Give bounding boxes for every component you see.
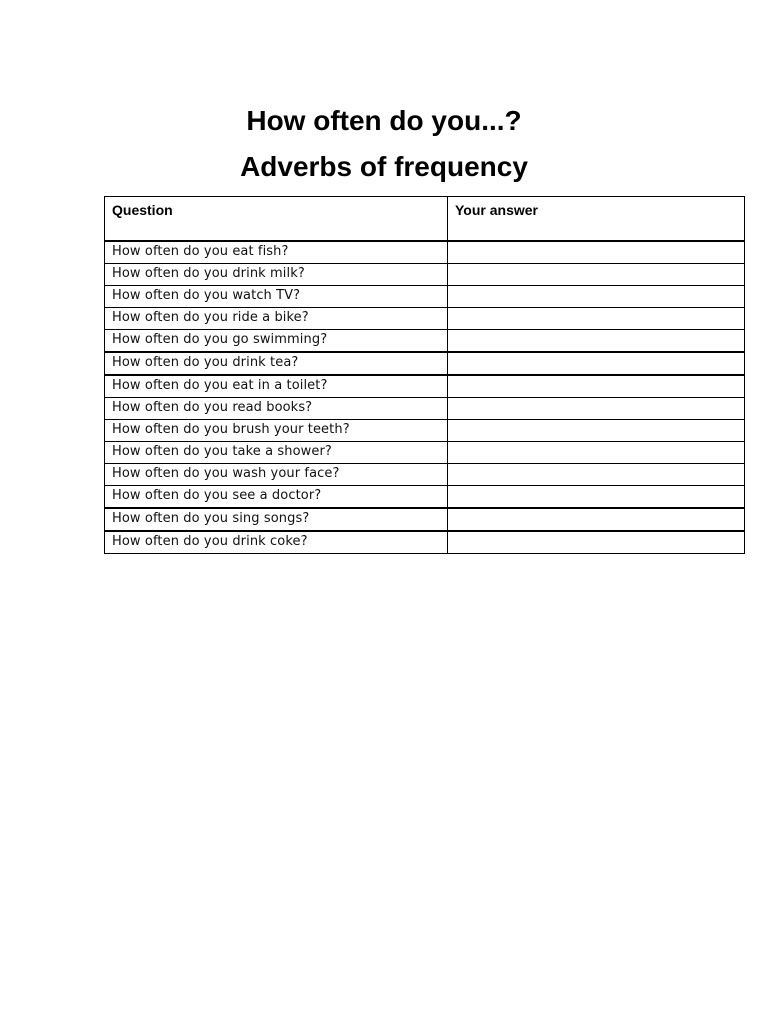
question-cell: How often do you sing songs? bbox=[105, 508, 448, 531]
table-row bbox=[105, 486, 745, 509]
answer-cell[interactable] bbox=[448, 286, 745, 308]
page-subtitle: Adverbs of frequency bbox=[240, 151, 528, 182]
table-row bbox=[105, 352, 745, 375]
question-cell: How often do you ride a bike? bbox=[105, 308, 448, 330]
question-cell: How often do you drink tea? bbox=[105, 352, 448, 375]
question-cell: How often do you eat in a toilet? bbox=[105, 375, 448, 398]
table-row bbox=[105, 286, 745, 308]
answer-cell[interactable] bbox=[448, 330, 745, 353]
answer-cell[interactable] bbox=[448, 375, 745, 398]
table-row bbox=[105, 508, 745, 531]
answer-cell[interactable] bbox=[448, 508, 745, 531]
answer-cell[interactable] bbox=[448, 531, 745, 554]
table-row bbox=[105, 398, 745, 420]
table-row bbox=[105, 308, 745, 330]
table-header bbox=[105, 197, 745, 242]
question-cell: How often do you read books? bbox=[105, 398, 448, 420]
answer-cell[interactable] bbox=[448, 398, 745, 420]
table-row bbox=[105, 241, 745, 264]
table-body bbox=[105, 241, 745, 554]
question-cell: How often do you brush your teeth? bbox=[105, 420, 448, 442]
column-header-answer: Your answer bbox=[448, 197, 745, 242]
question-cell: How often do you go swimming? bbox=[105, 330, 448, 353]
worksheet-table bbox=[104, 196, 745, 554]
answer-cell[interactable] bbox=[448, 420, 745, 442]
page-title: How often do you...? bbox=[246, 105, 522, 136]
question-cell: How often do you drink coke? bbox=[105, 531, 448, 554]
answer-cell[interactable] bbox=[448, 464, 745, 486]
header-row bbox=[105, 197, 745, 242]
answer-cell[interactable] bbox=[448, 486, 745, 509]
answer-cell[interactable] bbox=[448, 352, 745, 375]
table-row bbox=[105, 264, 745, 286]
answer-cell[interactable] bbox=[448, 442, 745, 464]
table-row bbox=[105, 442, 745, 464]
table-row bbox=[105, 420, 745, 442]
table-row bbox=[105, 375, 745, 398]
answer-cell[interactable] bbox=[448, 308, 745, 330]
question-cell: How often do you drink milk? bbox=[105, 264, 448, 286]
question-cell: How often do you wash your face? bbox=[105, 464, 448, 486]
table-row bbox=[105, 531, 745, 554]
question-cell: How often do you eat fish? bbox=[105, 241, 448, 264]
question-cell: How often do you see a doctor? bbox=[105, 486, 448, 509]
answer-cell[interactable] bbox=[448, 241, 745, 264]
column-header-question: Question bbox=[105, 197, 448, 242]
question-cell: How often do you take a shower? bbox=[105, 442, 448, 464]
question-cell: How often do you watch TV? bbox=[105, 286, 448, 308]
answer-cell[interactable] bbox=[448, 264, 745, 286]
table-row bbox=[105, 464, 745, 486]
table-row bbox=[105, 330, 745, 353]
